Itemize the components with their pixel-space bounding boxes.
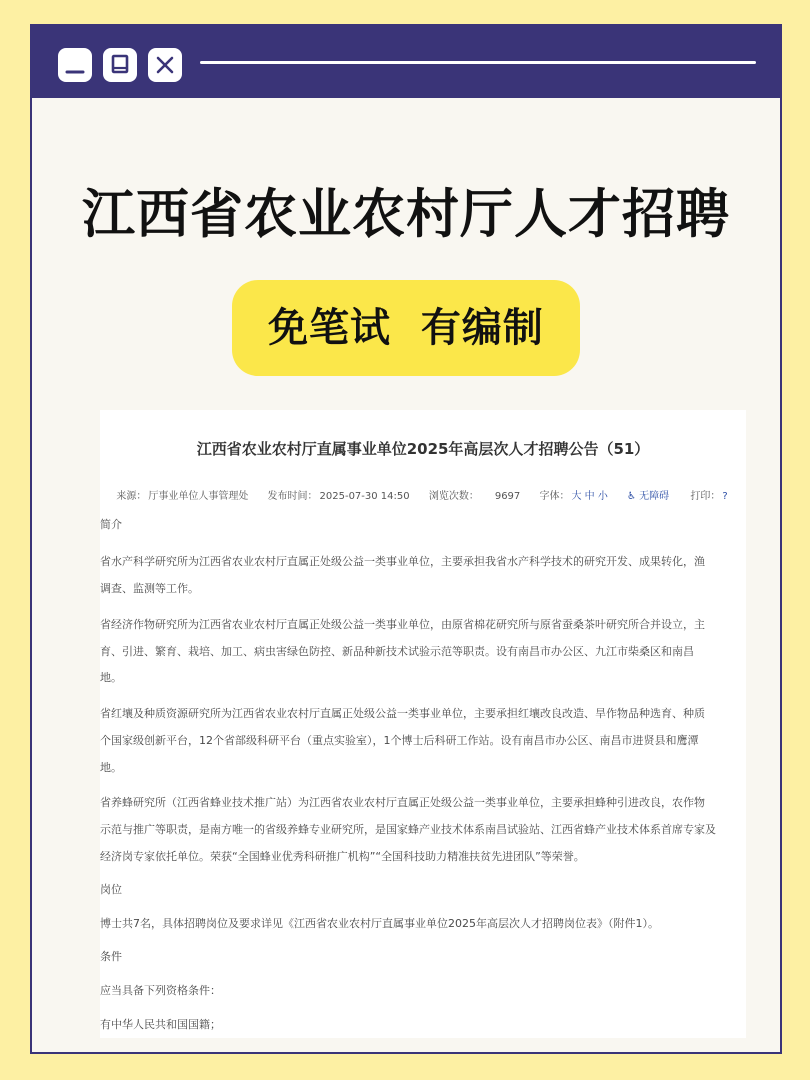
minimize-icon	[58, 48, 92, 82]
accessibility-label: 无障碍	[639, 491, 670, 502]
time-label: 发布时间：	[267, 491, 318, 502]
document-title: 江西省农业农村厅直属事业单位2025年高层次人才招聘公告（51）	[196, 440, 650, 458]
headline: 江西省农业农村厅人才招聘	[82, 184, 730, 245]
paragraph-line: 博士共7名，具体招聘岗位及要求详见《江西省农业农村厅直属事业单位2025年高层次人才招聘岗位表》（附件1）。	[100, 917, 659, 930]
print-link[interactable]: ?	[722, 491, 728, 502]
section-heading: 简介	[100, 518, 122, 531]
paragraph-line: 地。	[100, 671, 122, 684]
paragraph-line: 经济岗专家依托单位。荣获“全国蜂业优秀科研推广机构”“全国科技助力精准扶贫先进团队”等荣誉。	[100, 850, 585, 863]
minimize-button[interactable]	[58, 48, 92, 82]
paragraph-line: 有中华人民共和国国籍；	[100, 1018, 221, 1031]
accessibility-link[interactable]: ♿ 无障碍	[627, 491, 670, 502]
document-screenshot	[100, 410, 746, 1038]
document-meta	[100, 487, 746, 502]
close-icon	[148, 48, 182, 82]
paragraph-line: 育、引进、繁育、栽培、加工、病虫害绿色防控、新品种新技术试验示范等职责。设有南昌市办公区、九江市柴桑区和南昌	[100, 645, 694, 658]
maximize-icon	[103, 48, 137, 82]
views-value: 9697	[494, 491, 521, 502]
title-bar	[32, 24, 780, 98]
tagline-badge: 免笔试 有编制	[232, 280, 580, 376]
paragraph-line: 调查、监测等工作。	[100, 582, 199, 595]
section-heading: 岗位	[100, 883, 122, 896]
paragraph-line: 省养蜂研究所（江西省蜂业技术推广站）为江西省农业农村厅直属正处级公益一类事业单位，主要承担蜂种引进改良，农作物	[100, 796, 705, 809]
app-window	[30, 24, 782, 1054]
paragraph-line: 地。	[100, 761, 122, 774]
source-value: 厅事业单位人事管理处	[148, 491, 249, 502]
paragraph-line: 应当具备下列资格条件：	[100, 984, 221, 997]
maximize-button[interactable]	[103, 48, 137, 82]
title-bar-line	[200, 61, 756, 64]
section-heading: 条件	[100, 950, 122, 963]
views-label: 浏览次数：	[428, 491, 479, 502]
paragraph-line: 个国家级创新平台，12个省部级科研平台（重点实验室），1个博士后科研工作站。设有南昌市办公区、南昌市进贤县和鹰潭	[100, 734, 699, 747]
paragraph-line: 示范与推广等职责，是南方唯一的省级养蜂专业研究所，是国家蜂产业技术体系南昌试验站、江西省蜂产业技术体系首席专家及	[100, 823, 716, 836]
font-label: 字体：	[539, 491, 570, 502]
time-value: 2025-07-30 14:50	[319, 491, 410, 502]
paragraph-line: 省水产科学研究所为江西省农业农村厅直属正处级公益一类事业单位，主要承担我省水产科学技术的研究开发、成果转化，渔	[100, 555, 705, 568]
paragraph-line: 省经济作物研究所为江西省农业农村厅直属正处级公益一类事业单位，由原省棉花研究所与原省蚕桑茶叶研究所合并设立，主	[100, 618, 705, 631]
paragraph-line: 省红壤及种质资源研究所为江西省农业农村厅直属正处级公益一类事业单位，主要承担红壤改良改造、旱作物品种选育、种质	[100, 707, 705, 720]
source-label: 来源：	[116, 491, 147, 502]
print-label: 打印：	[690, 491, 721, 502]
font-size-links[interactable]: 大 中 小	[571, 491, 608, 502]
close-button[interactable]	[148, 48, 182, 82]
